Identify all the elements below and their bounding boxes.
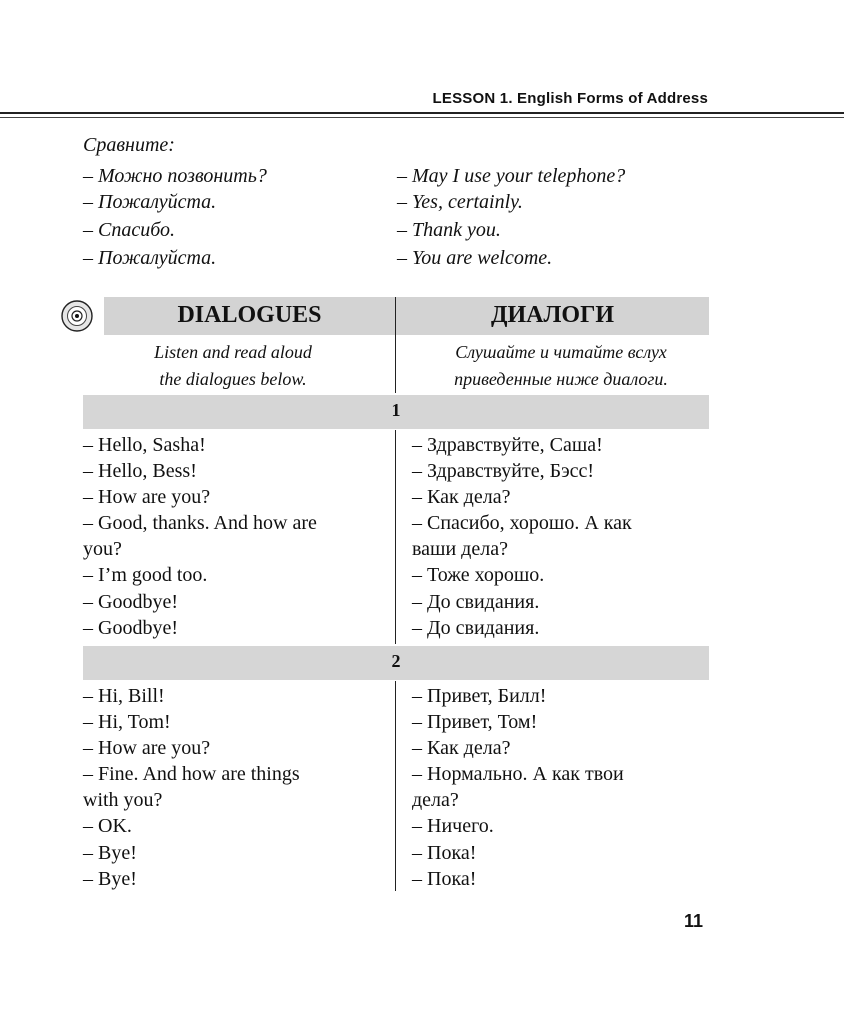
compare-ru-line: – Пожалуйста. xyxy=(83,191,217,213)
dialogue-en-line: – Bye! xyxy=(83,842,137,864)
dialogue-ru-line: – Привет, Том! xyxy=(412,711,538,733)
compare-en-line: – Thank you. xyxy=(397,219,501,241)
dialogue-en-line: – Hello, Bess! xyxy=(83,460,197,482)
dialogue-ru-line: – Нормально. А как твои xyxy=(412,763,624,785)
dialogue-en-line: with you? xyxy=(83,789,163,811)
dialogue-number: 1 xyxy=(391,400,401,420)
dialogue-ru-line: дела? xyxy=(412,789,459,811)
dialogue-ru-line: – До свидания. xyxy=(412,617,540,639)
dialogue-en-line: – Hello, Sasha! xyxy=(83,434,206,456)
dialogue-ru-line: – Пока! xyxy=(412,842,477,864)
dialogue-ru-line: – Пока! xyxy=(412,868,477,890)
dialogue-en-line: – Bye! xyxy=(83,868,137,890)
dialogue-en-line: – Goodbye! xyxy=(83,617,178,639)
instruction-ru xyxy=(396,339,726,393)
dialogue-en-line: – How are you? xyxy=(83,486,211,508)
dialogue-ru-line: – Тоже хорошо. xyxy=(412,564,545,586)
dialogue-en-line: you? xyxy=(83,538,122,560)
dialogue-ru-line: – Привет, Билл! xyxy=(412,685,547,707)
instruction-en-line: Listen and read aloud xyxy=(154,342,312,362)
compare-title: Сравните: xyxy=(83,134,175,156)
compare-en-line: – Yes, certainly. xyxy=(397,191,523,213)
column-divider xyxy=(395,430,396,644)
dialogue-ru-line: – Как дела? xyxy=(412,486,511,508)
header-rule-thin xyxy=(0,117,844,118)
compare-en-line: – May I use your telephone? xyxy=(397,165,626,187)
dialogue-1-band xyxy=(83,395,709,429)
dialogues-heading-ru: ДИАЛОГИ xyxy=(491,302,614,328)
dialogue-en-line: – I’m good too. xyxy=(83,564,208,586)
dialogue-ru-line: – Ничего. xyxy=(412,815,494,837)
instruction-en-line: the dialogues below. xyxy=(159,369,307,389)
dialogue-ru-line: – Здравствуйте, Бэсс! xyxy=(412,460,595,482)
column-divider xyxy=(395,297,396,393)
dialogue-en-line: – Good, thanks. And how are xyxy=(83,512,317,534)
audio-cd-icon xyxy=(60,299,94,333)
dialogue-ru-line: – Спасибо, хорошо. А как xyxy=(412,512,632,534)
page-number: 11 xyxy=(684,911,704,931)
dialogue-en-line: – Goodbye! xyxy=(83,591,178,613)
dialogues-heading-en: DIALOGUES xyxy=(177,302,322,328)
header-rule xyxy=(0,112,844,114)
dialogue-en-line: – Hi, Bill! xyxy=(83,685,165,707)
dialogue-ru-line: ваши дела? xyxy=(412,538,508,560)
compare-ru-line: – Пожалуйста. xyxy=(83,247,217,269)
dialogue-en-line: – How are you? xyxy=(83,737,211,759)
instruction-ru-line: приведенные ниже диалоги. xyxy=(454,369,668,389)
dialogue-en-line: – Fine. And how are things xyxy=(83,763,300,785)
instruction-ru-line: Слушайте и читайте вслух xyxy=(455,342,667,362)
compare-ru-line: – Можно позвонить? xyxy=(83,165,267,187)
dialogue-ru-line: – Здравствуйте, Саша! xyxy=(412,434,603,456)
column-divider xyxy=(395,681,396,891)
dialogue-ru-line: – До свидания. xyxy=(412,591,540,613)
dialogue-en-line: – OK. xyxy=(83,815,132,837)
running-head: LESSON 1. English Forms of Address xyxy=(432,90,708,107)
dialogue-number: 2 xyxy=(391,651,401,671)
compare-ru-line: – Спасибо. xyxy=(83,219,176,241)
dialogue-ru-line: – Как дела? xyxy=(412,737,511,759)
instruction-en xyxy=(83,339,383,393)
dialogue-2-band xyxy=(83,646,709,680)
dialogue-en-line: – Hi, Tom! xyxy=(83,711,171,733)
compare-en-line: – You are welcome. xyxy=(397,247,553,269)
